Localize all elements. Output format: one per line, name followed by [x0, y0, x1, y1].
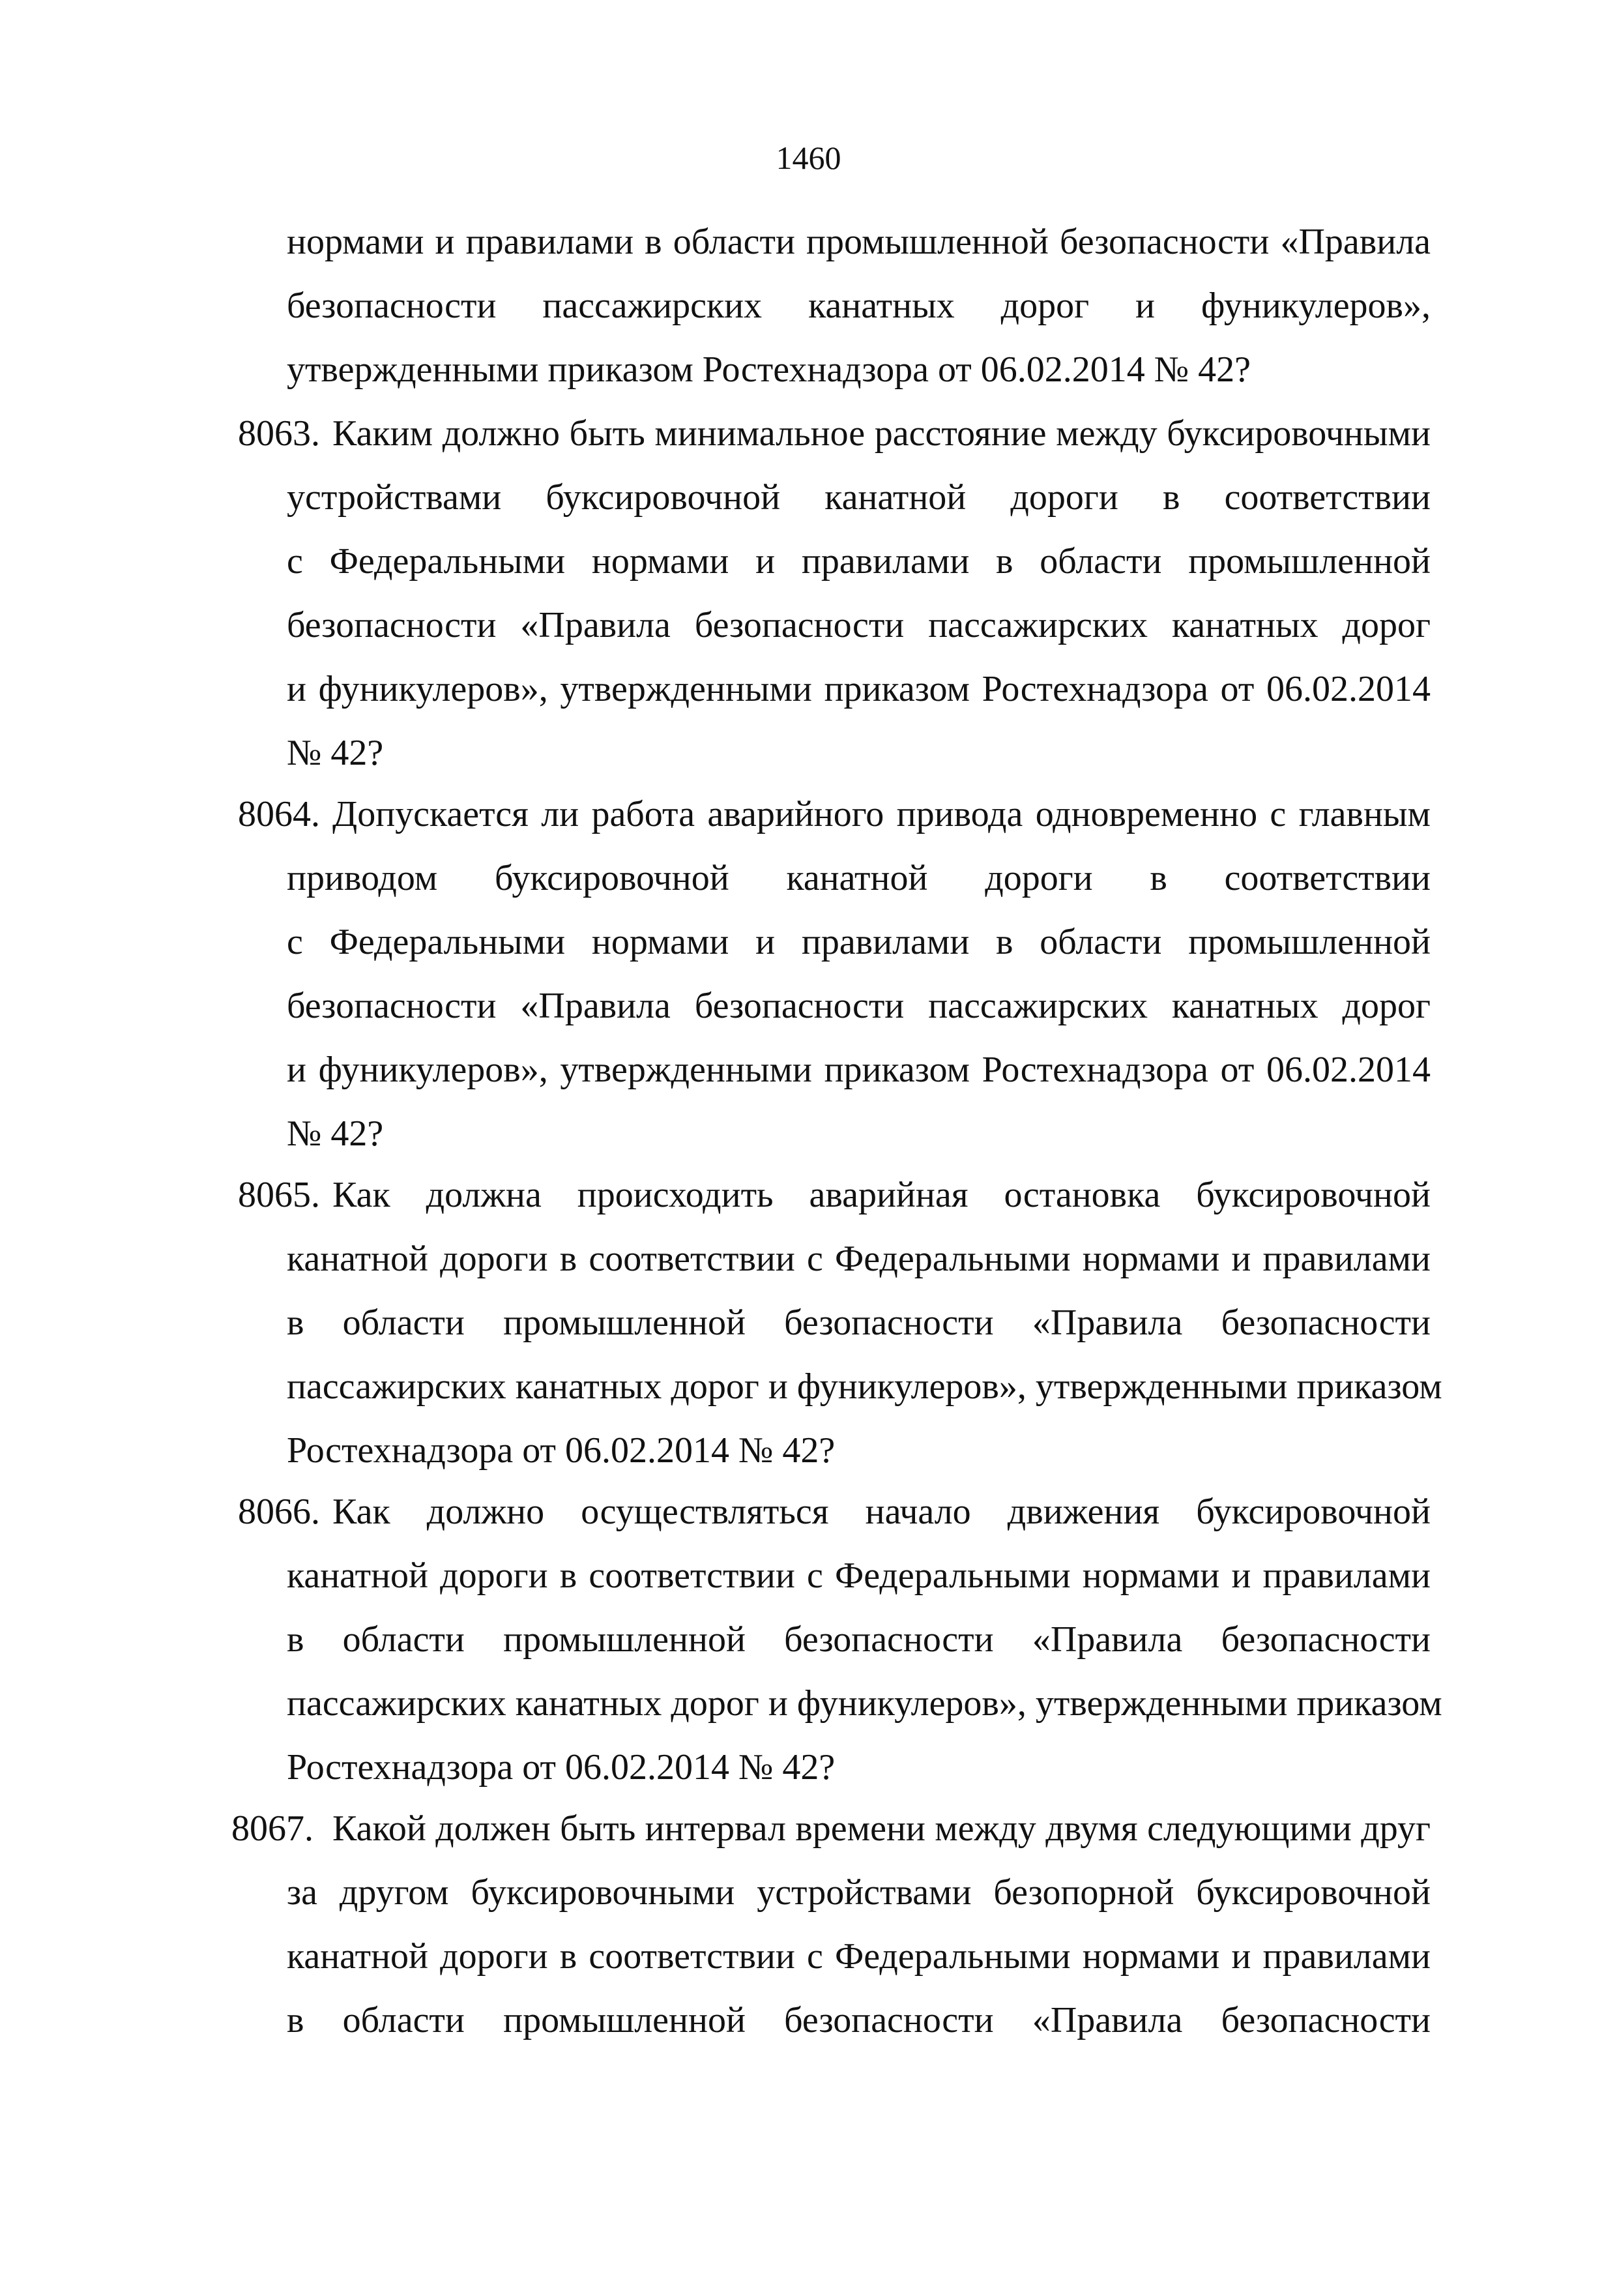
text-line: за другом буксировочными устройствами безопорной буксировочной — [287, 1872, 1431, 1913]
text-line: безопасности «Правила безопасности пассажирских канатных дорог — [287, 986, 1431, 1026]
text-line: и фуникулеров», утвержденными приказом Ростехнадзора от 06.02.2014 — [287, 669, 1431, 709]
text-line: канатной дороги в соответствии с Федеральными нормами и правилами — [287, 1555, 1431, 1596]
text-line: с Федеральными нормами и правилами в области промышленной — [287, 541, 1431, 581]
question-number: 8063. — [238, 413, 320, 454]
text-line: и фуникулеров», утвержденными приказом Ростехнадзора от 06.02.2014 — [287, 1050, 1431, 1090]
text-line: в области промышленной безопасности «Правила безопасности — [287, 1303, 1431, 1343]
page-number: 1460 — [776, 140, 841, 176]
text-line: канатной дороги в соответствии с Федеральными нормами и правилами — [287, 1239, 1431, 1279]
question-number: 8067. — [231, 1808, 313, 1849]
text-line: нормами и правилами в области промышленной безопасности «Правила — [287, 222, 1431, 262]
text-line: пассажирских канатных дорог и фуникулеров», утвержденными приказом — [287, 1366, 1442, 1407]
text-line: Допускается ли работа аварийного привода одновременно с главным — [332, 794, 1431, 834]
question-number: 8065. — [238, 1175, 320, 1215]
text-line: в области промышленной безопасности «Правила безопасности — [287, 1619, 1431, 1660]
text-line: Как должна происходить аварийная остановка буксировочной — [332, 1175, 1431, 1215]
text-line: канатной дороги в соответствии с Федеральными нормами и правилами — [287, 1936, 1431, 1977]
text-line: безопасности «Правила безопасности пассажирских канатных дорог — [287, 605, 1431, 645]
text-line: с Федеральными нормами и правилами в области промышленной — [287, 922, 1431, 962]
text-line: Каким должно быть минимальное расстояние между буксировочными — [332, 413, 1431, 454]
text-line: Как должно осуществляться начало движения буксировочной — [332, 1492, 1431, 1532]
text-line: устройствами буксировочной канатной дороги в соответствии — [287, 477, 1431, 518]
text-line: Ростехнадзора от 06.02.2014 № 42? — [287, 1430, 836, 1471]
text-line: № 42? — [287, 1113, 384, 1154]
text-line: Какой должен быть интервал времени между двумя следующими друг — [332, 1808, 1431, 1849]
text-line: № 42? — [287, 733, 384, 773]
text-line: приводом буксировочной канатной дороги в соответствии — [287, 858, 1431, 898]
text-line: в области промышленной безопасности «Правила безопасности — [287, 2000, 1431, 2040]
text-line: пассажирских канатных дорог и фуникулеров», утвержденными приказом — [287, 1683, 1442, 1724]
question-number: 8064. — [238, 794, 320, 834]
text-line: Ростехнадзора от 06.02.2014 № 42? — [287, 1747, 836, 1788]
question-number: 8066. — [238, 1492, 320, 1532]
text-line: безопасности пассажирских канатных дорог и фуникулеров», — [287, 286, 1431, 326]
text-line: утвержденными приказом Ростехнадзора от 06.02.2014 № 42? — [287, 349, 1251, 390]
